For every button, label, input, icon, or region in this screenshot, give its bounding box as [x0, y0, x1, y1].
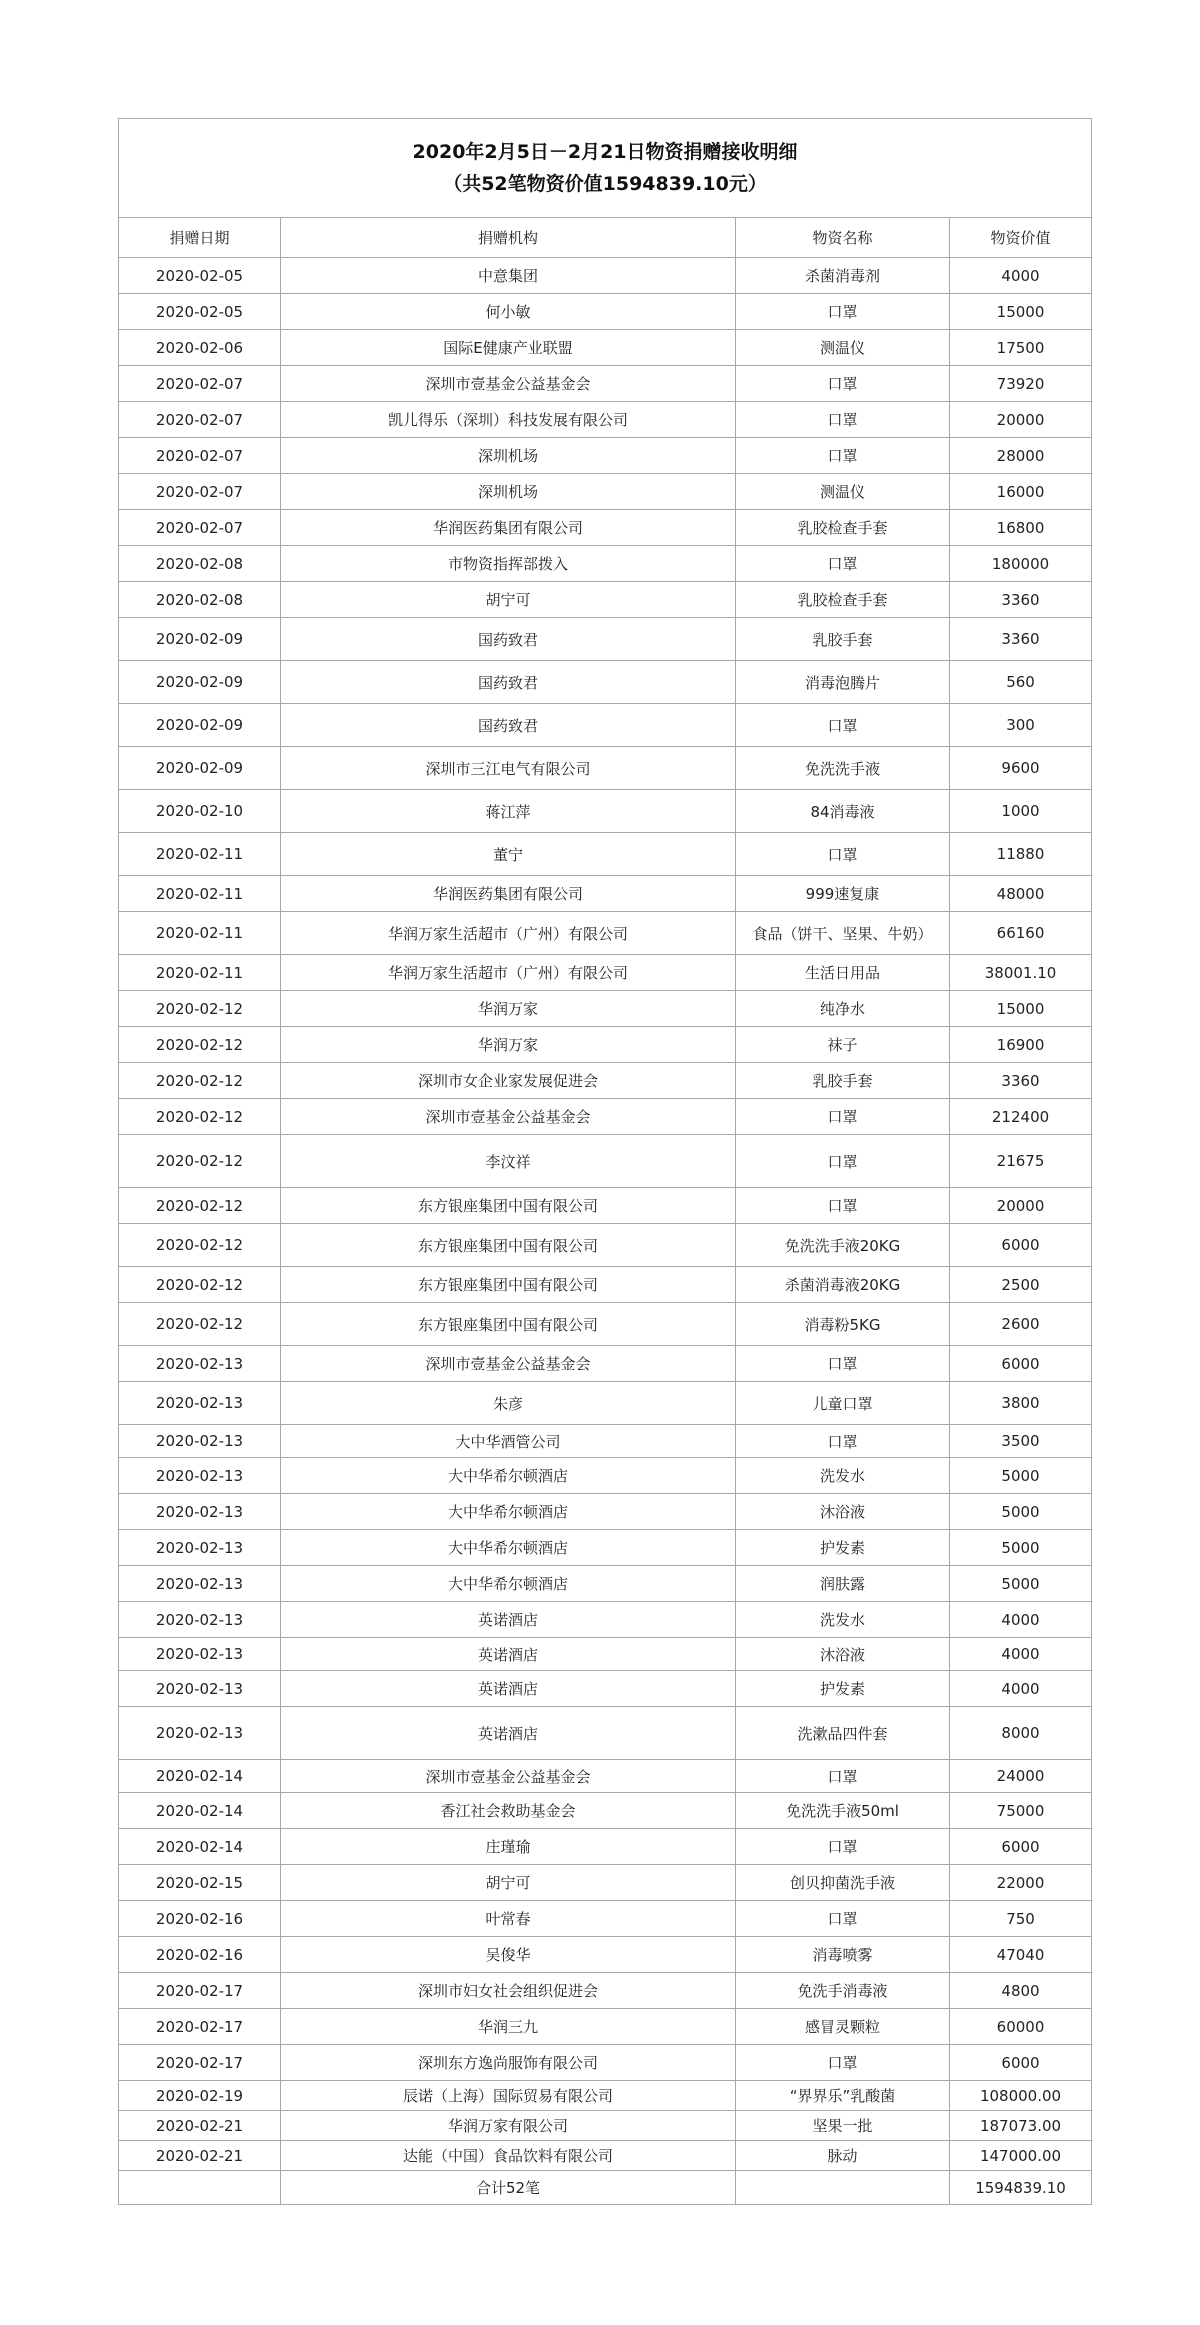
cell-date: 2020-02-13	[119, 1458, 281, 1494]
cell-item: 口罩	[736, 704, 950, 747]
table-row	[119, 1602, 1092, 1638]
cell-value: 212400	[950, 1099, 1092, 1135]
cell-date: 2020-02-13	[119, 1530, 281, 1566]
cell-item: 乳胶检查手套	[736, 510, 950, 546]
cell-donor: 庄瑾瑜	[281, 1829, 736, 1865]
cell-date: 2020-02-21	[119, 2141, 281, 2171]
cell-value: 16900	[950, 1027, 1092, 1063]
cell-date: 2020-02-13	[119, 1425, 281, 1458]
cell-item: 护发素	[736, 1671, 950, 1707]
cell-item: 洗发水	[736, 1602, 950, 1638]
cell-date: 2020-02-07	[119, 402, 281, 438]
total-row	[119, 2171, 1092, 2205]
cell-value: 16000	[950, 474, 1092, 510]
cell-donor: 深圳市女企业家发展促进会	[281, 1063, 736, 1099]
cell-date: 2020-02-13	[119, 1566, 281, 1602]
cell-date: 2020-02-07	[119, 366, 281, 402]
cell-date: 2020-02-14	[119, 1793, 281, 1829]
table-row	[119, 366, 1092, 402]
total-blank-1	[119, 2171, 281, 2205]
cell-date: 2020-02-11	[119, 955, 281, 991]
cell-item: 食品（饼干、坚果、牛奶）	[736, 912, 950, 955]
cell-date: 2020-02-06	[119, 330, 281, 366]
table-row	[119, 1458, 1092, 1494]
cell-item: 口罩	[736, 1425, 950, 1458]
cell-item: 口罩	[736, 294, 950, 330]
cell-donor: 吴俊华	[281, 1937, 736, 1973]
table-row	[119, 790, 1092, 833]
cell-value: 300	[950, 704, 1092, 747]
cell-donor: 东方银座集团中国有限公司	[281, 1188, 736, 1224]
cell-date: 2020-02-17	[119, 2009, 281, 2045]
cell-item: 免洗洗手液50ml	[736, 1793, 950, 1829]
cell-date: 2020-02-08	[119, 546, 281, 582]
cell-value: 5000	[950, 1530, 1092, 1566]
table-row	[119, 1793, 1092, 1829]
cell-donor: 英诺酒店	[281, 1707, 736, 1760]
table-row	[119, 1973, 1092, 2009]
cell-item: 沐浴液	[736, 1494, 950, 1530]
cell-value: 60000	[950, 2009, 1092, 2045]
table-row	[119, 661, 1092, 704]
cell-item: 999速复康	[736, 876, 950, 912]
cell-value: 108000.00	[950, 2081, 1092, 2111]
title-row	[119, 119, 1092, 218]
cell-donor: 大中华希尔顿酒店	[281, 1494, 736, 1530]
cell-value: 3360	[950, 1063, 1092, 1099]
cell-donor: 朱彦	[281, 1382, 736, 1425]
cell-value: 3800	[950, 1382, 1092, 1425]
cell-item: 乳胶手套	[736, 618, 950, 661]
cell-date: 2020-02-13	[119, 1602, 281, 1638]
table-row	[119, 1638, 1092, 1671]
table-row	[119, 618, 1092, 661]
cell-value: 22000	[950, 1865, 1092, 1901]
cell-value: 4800	[950, 1973, 1092, 2009]
table-row	[119, 876, 1092, 912]
cell-donor: 大中华希尔顿酒店	[281, 1458, 736, 1494]
cell-donor: 华润万家生活超市（广州）有限公司	[281, 955, 736, 991]
cell-date: 2020-02-16	[119, 1901, 281, 1937]
cell-item: 口罩	[736, 1901, 950, 1937]
header-value: 物资价值	[950, 218, 1092, 258]
cell-date: 2020-02-05	[119, 294, 281, 330]
table-row	[119, 546, 1092, 582]
table-row	[119, 2081, 1092, 2111]
table-row	[119, 1937, 1092, 1973]
cell-donor: 英诺酒店	[281, 1602, 736, 1638]
cell-value: 147000.00	[950, 2141, 1092, 2171]
header-row	[119, 218, 1092, 258]
table-row	[119, 955, 1092, 991]
table-row	[119, 1188, 1092, 1224]
cell-donor: 东方银座集团中国有限公司	[281, 1224, 736, 1267]
cell-value: 66160	[950, 912, 1092, 955]
cell-value: 3360	[950, 582, 1092, 618]
cell-value: 73920	[950, 366, 1092, 402]
table-row	[119, 1303, 1092, 1346]
cell-date: 2020-02-11	[119, 876, 281, 912]
cell-item: 测温仪	[736, 330, 950, 366]
cell-date: 2020-02-12	[119, 1063, 281, 1099]
cell-donor: 国药致君	[281, 661, 736, 704]
cell-item: 口罩	[736, 1135, 950, 1188]
table-row	[119, 1707, 1092, 1760]
cell-item: 口罩	[736, 2045, 950, 2081]
cell-value: 2600	[950, 1303, 1092, 1346]
cell-donor: 市物资指挥部拨入	[281, 546, 736, 582]
cell-donor: 凯儿得乐（深圳）科技发展有限公司	[281, 402, 736, 438]
cell-value: 16800	[950, 510, 1092, 546]
table-row	[119, 258, 1092, 294]
cell-value: 187073.00	[950, 2111, 1092, 2141]
cell-donor: 香江社会救助基金会	[281, 1793, 736, 1829]
cell-item: 乳胶手套	[736, 1063, 950, 1099]
cell-donor: 东方银座集团中国有限公司	[281, 1303, 736, 1346]
cell-item: 口罩	[736, 1099, 950, 1135]
cell-donor: 深圳市壹基金公益基金会	[281, 1346, 736, 1382]
table-row	[119, 1530, 1092, 1566]
cell-donor: 英诺酒店	[281, 1671, 736, 1707]
cell-date: 2020-02-13	[119, 1382, 281, 1425]
cell-item: 免洗洗手液20KG	[736, 1224, 950, 1267]
total-label: 合计52笔	[281, 2171, 736, 2205]
cell-donor: 华润医药集团有限公司	[281, 510, 736, 546]
cell-date: 2020-02-08	[119, 582, 281, 618]
cell-value: 4000	[950, 1602, 1092, 1638]
table-row	[119, 402, 1092, 438]
table-row	[119, 438, 1092, 474]
cell-item: 消毒喷雾	[736, 1937, 950, 1973]
cell-donor: 大中华希尔顿酒店	[281, 1530, 736, 1566]
table-row	[119, 1382, 1092, 1425]
cell-date: 2020-02-13	[119, 1671, 281, 1707]
cell-item: 杀菌消毒剂	[736, 258, 950, 294]
cell-value: 3500	[950, 1425, 1092, 1458]
table-row	[119, 747, 1092, 790]
cell-donor: 蒋江萍	[281, 790, 736, 833]
table-row	[119, 1267, 1092, 1303]
table-row	[119, 1494, 1092, 1530]
cell-date: 2020-02-12	[119, 991, 281, 1027]
cell-item: 创贝抑菌洗手液	[736, 1865, 950, 1901]
cell-value: 15000	[950, 294, 1092, 330]
cell-item: 免洗手消毒液	[736, 1973, 950, 2009]
donation-table	[118, 118, 1092, 2205]
cell-item: 口罩	[736, 546, 950, 582]
cell-item: “界界乐”乳酸菌	[736, 2081, 950, 2111]
cell-donor: 大中华希尔顿酒店	[281, 1566, 736, 1602]
table-row	[119, 1901, 1092, 1937]
cell-date: 2020-02-13	[119, 1494, 281, 1530]
cell-date: 2020-02-09	[119, 747, 281, 790]
cell-date: 2020-02-16	[119, 1937, 281, 1973]
cell-donor: 深圳机场	[281, 474, 736, 510]
cell-item: 消毒泡腾片	[736, 661, 950, 704]
cell-date: 2020-02-09	[119, 661, 281, 704]
cell-value: 6000	[950, 2045, 1092, 2081]
cell-donor: 李汶祥	[281, 1135, 736, 1188]
table-row	[119, 2045, 1092, 2081]
cell-item: 84消毒液	[736, 790, 950, 833]
cell-value: 9600	[950, 747, 1092, 790]
table-row	[119, 474, 1092, 510]
cell-value: 47040	[950, 1937, 1092, 1973]
cell-value: 3360	[950, 618, 1092, 661]
cell-donor: 深圳市三江电气有限公司	[281, 747, 736, 790]
table-row	[119, 1760, 1092, 1793]
cell-item: 杀菌消毒液20KG	[736, 1267, 950, 1303]
table-row	[119, 833, 1092, 876]
cell-value: 750	[950, 1901, 1092, 1937]
cell-donor: 达能（中国）食品饮料有限公司	[281, 2141, 736, 2171]
cell-donor: 深圳市妇女社会组织促进会	[281, 1973, 736, 2009]
cell-item: 儿童口罩	[736, 1382, 950, 1425]
cell-date: 2020-02-21	[119, 2111, 281, 2141]
cell-item: 测温仪	[736, 474, 950, 510]
cell-item: 洗发水	[736, 1458, 950, 1494]
cell-item: 纯净水	[736, 991, 950, 1027]
cell-value: 4000	[950, 258, 1092, 294]
cell-value: 75000	[950, 1793, 1092, 1829]
cell-item: 袜子	[736, 1027, 950, 1063]
table-row	[119, 1566, 1092, 1602]
cell-donor: 辰诺（上海）国际贸易有限公司	[281, 2081, 736, 2111]
cell-donor: 华润万家	[281, 991, 736, 1027]
cell-value: 38001.10	[950, 955, 1092, 991]
cell-date: 2020-02-09	[119, 618, 281, 661]
cell-value: 6000	[950, 1346, 1092, 1382]
cell-value: 180000	[950, 546, 1092, 582]
cell-date: 2020-02-14	[119, 1829, 281, 1865]
cell-item: 脉动	[736, 2141, 950, 2171]
table-row	[119, 510, 1092, 546]
cell-donor: 华润万家有限公司	[281, 2111, 736, 2141]
cell-date: 2020-02-19	[119, 2081, 281, 2111]
table-row	[119, 582, 1092, 618]
cell-item: 消毒粉5KG	[736, 1303, 950, 1346]
cell-date: 2020-02-11	[119, 912, 281, 955]
cell-date: 2020-02-12	[119, 1303, 281, 1346]
cell-value: 48000	[950, 876, 1092, 912]
cell-item: 口罩	[736, 366, 950, 402]
table-row	[119, 1829, 1092, 1865]
cell-donor: 胡宁可	[281, 582, 736, 618]
table-row	[119, 1224, 1092, 1267]
table-row	[119, 912, 1092, 955]
cell-donor: 华润三九	[281, 2009, 736, 2045]
table-row	[119, 1671, 1092, 1707]
cell-value: 4000	[950, 1671, 1092, 1707]
cell-donor: 董宁	[281, 833, 736, 876]
cell-date: 2020-02-07	[119, 474, 281, 510]
cell-date: 2020-02-12	[119, 1099, 281, 1135]
cell-date: 2020-02-07	[119, 510, 281, 546]
cell-date: 2020-02-12	[119, 1188, 281, 1224]
header-item: 物资名称	[736, 218, 950, 258]
cell-item: 免洗洗手液	[736, 747, 950, 790]
cell-date: 2020-02-13	[119, 1707, 281, 1760]
cell-value: 15000	[950, 991, 1092, 1027]
cell-date: 2020-02-17	[119, 1973, 281, 2009]
cell-date: 2020-02-09	[119, 704, 281, 747]
cell-item: 口罩	[736, 1760, 950, 1793]
cell-date: 2020-02-05	[119, 258, 281, 294]
cell-value: 17500	[950, 330, 1092, 366]
cell-value: 11880	[950, 833, 1092, 876]
table-row	[119, 1027, 1092, 1063]
cell-value: 1000	[950, 790, 1092, 833]
cell-donor: 英诺酒店	[281, 1638, 736, 1671]
cell-donor: 华润万家生活超市（广州）有限公司	[281, 912, 736, 955]
cell-date: 2020-02-07	[119, 438, 281, 474]
cell-donor: 深圳市壹基金公益基金会	[281, 1099, 736, 1135]
total-value: 1594839.10	[950, 2171, 1092, 2205]
cell-date: 2020-02-12	[119, 1135, 281, 1188]
cell-value: 20000	[950, 1188, 1092, 1224]
total-blank-2	[736, 2171, 950, 2205]
cell-date: 2020-02-14	[119, 1760, 281, 1793]
cell-value: 6000	[950, 1829, 1092, 1865]
cell-donor: 大中华酒管公司	[281, 1425, 736, 1458]
cell-item: 生活日用品	[736, 955, 950, 991]
header-date: 捐赠日期	[119, 218, 281, 258]
table-row	[119, 1865, 1092, 1901]
table-row	[119, 1346, 1092, 1382]
cell-date: 2020-02-13	[119, 1638, 281, 1671]
table-row	[119, 704, 1092, 747]
title-line-2: （共52笔物资价值1594839.10元）	[443, 173, 767, 195]
cell-item: 沐浴液	[736, 1638, 950, 1671]
cell-item: 乳胶检查手套	[736, 582, 950, 618]
table-row	[119, 1099, 1092, 1135]
cell-date: 2020-02-13	[119, 1346, 281, 1382]
table-row	[119, 1135, 1092, 1188]
table-title	[119, 119, 1092, 218]
cell-donor: 中意集团	[281, 258, 736, 294]
header-donor: 捐赠机构	[281, 218, 736, 258]
cell-item: 口罩	[736, 1829, 950, 1865]
cell-item: 润肤露	[736, 1566, 950, 1602]
table-row	[119, 991, 1092, 1027]
table-row	[119, 1425, 1092, 1458]
cell-donor: 东方银座集团中国有限公司	[281, 1267, 736, 1303]
cell-donor: 华润医药集团有限公司	[281, 876, 736, 912]
cell-value: 5000	[950, 1566, 1092, 1602]
cell-date: 2020-02-15	[119, 1865, 281, 1901]
cell-donor: 深圳市壹基金公益基金会	[281, 366, 736, 402]
cell-donor: 国际E健康产业联盟	[281, 330, 736, 366]
cell-item: 坚果一批	[736, 2111, 950, 2141]
table-row	[119, 1063, 1092, 1099]
table-row	[119, 2111, 1092, 2141]
cell-value: 2500	[950, 1267, 1092, 1303]
cell-donor: 深圳机场	[281, 438, 736, 474]
title-line-1: 2020年2月5日－2月21日物资捐赠接收明细	[412, 141, 798, 163]
cell-value: 24000	[950, 1760, 1092, 1793]
cell-donor: 国药致君	[281, 618, 736, 661]
table-row	[119, 2141, 1092, 2171]
cell-date: 2020-02-10	[119, 790, 281, 833]
cell-item: 口罩	[736, 402, 950, 438]
cell-date: 2020-02-17	[119, 2045, 281, 2081]
cell-item: 口罩	[736, 438, 950, 474]
cell-item: 口罩	[736, 1346, 950, 1382]
cell-donor: 深圳东方逸尚服饰有限公司	[281, 2045, 736, 2081]
cell-value: 6000	[950, 1224, 1092, 1267]
cell-donor: 华润万家	[281, 1027, 736, 1063]
cell-value: 560	[950, 661, 1092, 704]
cell-donor: 何小敏	[281, 294, 736, 330]
cell-value: 21675	[950, 1135, 1092, 1188]
table-row	[119, 294, 1092, 330]
table-row	[119, 330, 1092, 366]
cell-donor: 胡宁可	[281, 1865, 736, 1901]
cell-item: 护发素	[736, 1530, 950, 1566]
cell-donor: 深圳市壹基金公益基金会	[281, 1760, 736, 1793]
cell-item: 感冒灵颗粒	[736, 2009, 950, 2045]
table-row	[119, 2009, 1092, 2045]
table-body	[119, 258, 1092, 2205]
cell-value: 4000	[950, 1638, 1092, 1671]
cell-donor: 叶常春	[281, 1901, 736, 1937]
cell-item: 口罩	[736, 1188, 950, 1224]
cell-date: 2020-02-12	[119, 1027, 281, 1063]
cell-donor: 国药致君	[281, 704, 736, 747]
cell-item: 口罩	[736, 833, 950, 876]
cell-value: 5000	[950, 1458, 1092, 1494]
cell-date: 2020-02-12	[119, 1267, 281, 1303]
cell-value: 20000	[950, 402, 1092, 438]
cell-value: 5000	[950, 1494, 1092, 1530]
cell-item: 洗漱品四件套	[736, 1707, 950, 1760]
cell-value: 8000	[950, 1707, 1092, 1760]
cell-date: 2020-02-11	[119, 833, 281, 876]
cell-value: 28000	[950, 438, 1092, 474]
cell-date: 2020-02-12	[119, 1224, 281, 1267]
